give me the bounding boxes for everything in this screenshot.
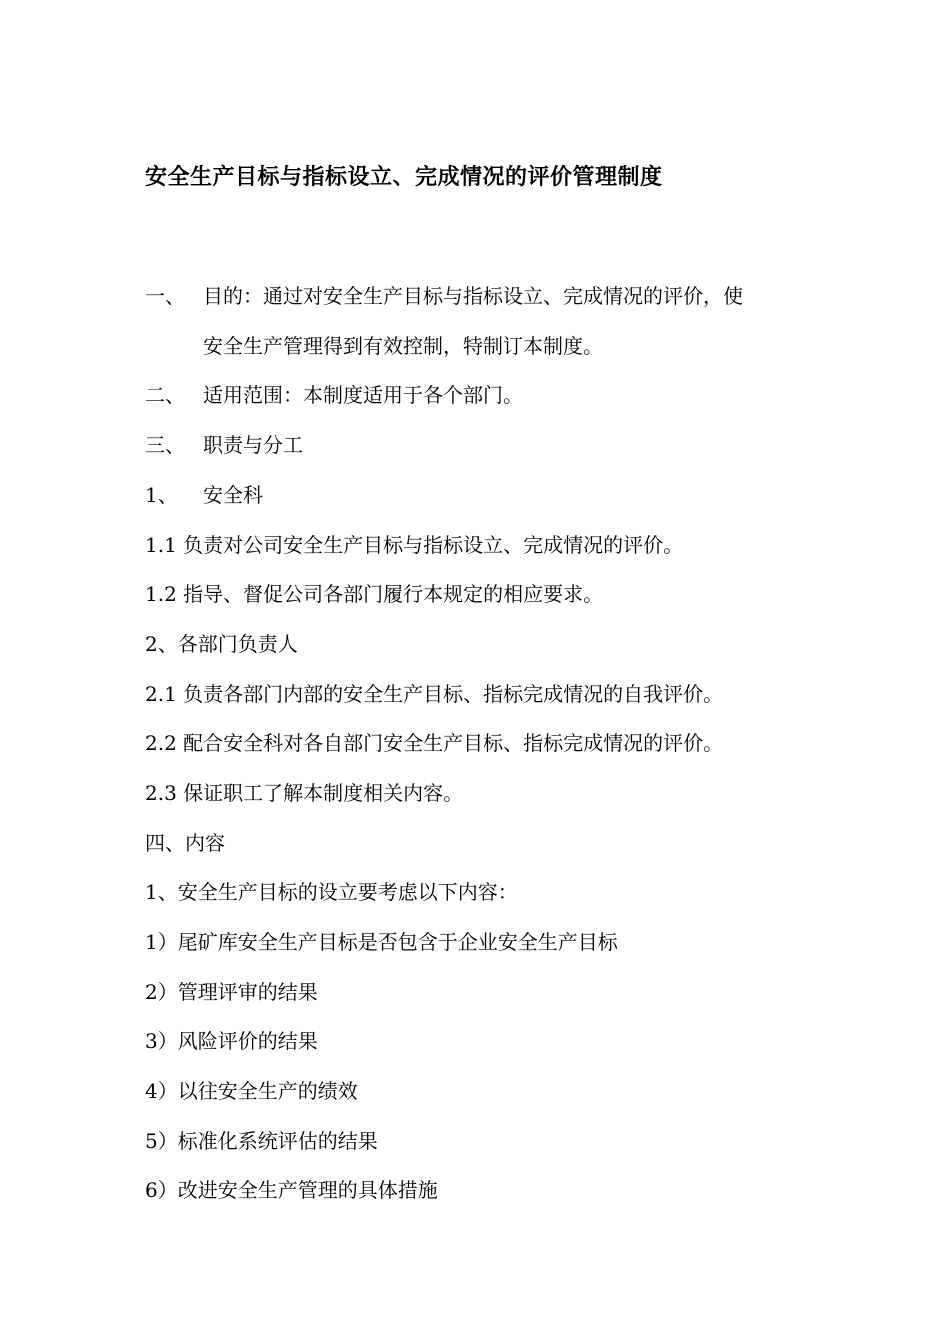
section-2-text: 适用范围：本制度适用于各个部门。 — [203, 383, 523, 407]
item-1-2: 1.2 指导、督促公司各部门履行本规定的相应要求。 — [145, 582, 604, 606]
section-3-1-text: 安全科 — [203, 483, 263, 507]
section-1-text: 目的：通过对安全生产目标与指标设立、完成情况的评价，使 — [203, 284, 743, 308]
item-2-2: 2.2 配合安全科对各自部门安全生产目标、指标完成情况的评价。 — [145, 731, 724, 755]
content-1: 1、安全生产目标的设立要考虑以下内容： — [145, 880, 518, 904]
list-item-6: 6）改进安全生产管理的具体措施 — [145, 1178, 438, 1202]
section-1-number: 一、 — [145, 284, 185, 308]
list-item-4: 4）以往安全生产的绩效 — [145, 1079, 358, 1103]
list-item-1: 1）尾矿库安全生产目标是否包含于企业安全生产目标 — [145, 930, 618, 954]
document-title: 安全生产目标与指标设立、完成情况的评价管理制度 — [145, 165, 663, 190]
section-3-text: 职责与分工 — [203, 433, 303, 457]
section-1-line — [145, 281, 743, 311]
item-2: 2、各部门负责人 — [145, 632, 298, 656]
section-3-number: 三、 — [145, 433, 185, 457]
item-1-1: 1.1 负责对公司安全生产目标与指标设立、完成情况的评价。 — [145, 533, 684, 557]
list-item-2: 2）管理评审的结果 — [145, 980, 318, 1004]
section-3-line — [145, 430, 303, 460]
section-1-continuation: 安全生产管理得到有效控制，特制订本制度。 — [203, 334, 603, 358]
section-4-line: 四、内容 — [145, 831, 225, 855]
section-2-line — [145, 380, 523, 410]
section-3-1-number: 1、 — [145, 483, 178, 507]
list-item-3: 3）风险评价的结果 — [145, 1029, 318, 1053]
list-item-5: 5）标准化系统评估的结果 — [145, 1129, 378, 1153]
section-3-1-line — [145, 480, 263, 510]
section-2-number: 二、 — [145, 383, 185, 407]
item-2-1: 2.1 负责各部门内部的安全生产目标、指标完成情况的自我评价。 — [145, 682, 724, 706]
item-2-3: 2.3 保证职工了解本制度相关内容。 — [145, 781, 464, 805]
